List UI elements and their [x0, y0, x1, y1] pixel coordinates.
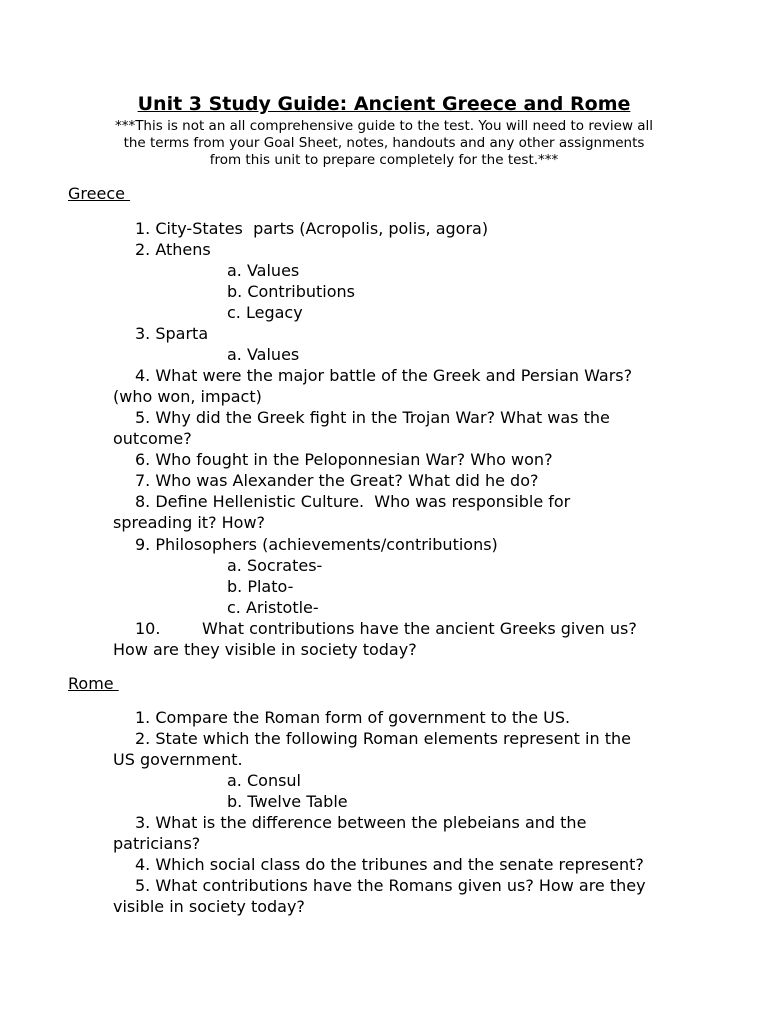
disclaimer-text [60, 118, 708, 169]
list-item: 1. Compare the Roman form of government to the US. [135, 708, 571, 727]
list-item-continuation: US government. [113, 750, 243, 769]
list-item-continuation: outcome? [113, 429, 192, 448]
list-subitem: b. Twelve Table [227, 792, 348, 811]
list-item-continuation: spreading it? How? [113, 513, 266, 532]
list-subitem: c. Aristotle- [227, 598, 319, 617]
document-title: Unit 3 Study Guide: Ancient Greece and Rome [137, 93, 631, 115]
list-subitem: a. Consul [227, 771, 301, 790]
list-item: 9. Philosophers (achievements/contributions) [135, 535, 498, 554]
section-heading-rome: Rome [68, 674, 119, 693]
list-subitem: b. Contributions [227, 282, 356, 301]
list-item: 4. Which social class do the tribunes and the senate represent? [135, 855, 644, 874]
list-subitem: b. Plato- [227, 577, 294, 596]
list-item: 5. Why did the Greek fight in the Trojan War? What was the [135, 408, 610, 427]
list-subitem: a. Socrates- [227, 556, 323, 575]
disclaimer-line: the terms from your Goal Sheet, notes, handouts and any other assignments [123, 135, 645, 151]
list-item-continuation: (who won, impact) [113, 387, 262, 406]
list-item-number: 10. [135, 619, 161, 638]
list-item: 3. What is the difference between the plebeians and the [135, 813, 587, 832]
list-item-text: What contributions have the ancient Greeks given us? [202, 619, 637, 638]
list-subitem: a. Values [227, 261, 300, 280]
list-item: 8. Define Hellenistic Culture. Who was responsible for [135, 492, 571, 511]
list-item: 6. Who fought in the Peloponnesian War? Who won? [135, 450, 553, 469]
section-heading-greece: Greece [68, 184, 131, 203]
disclaimer-line: from this unit to prepare completely for the test.*** [209, 152, 559, 168]
list-item: 2. State which the following Roman elements represent in the [135, 729, 631, 748]
list-subitem: a. Values [227, 345, 300, 364]
disclaimer-line: ***This is not an all comprehensive guide to the test. You will need to review all [114, 118, 654, 134]
list-subitem: c. Legacy [227, 303, 303, 322]
list-item [135, 618, 637, 639]
list-item-continuation: visible in society today? [113, 897, 305, 916]
list-item: 7. Who was Alexander the Great? What did he do? [135, 471, 539, 490]
list-item: 3. Sparta [135, 324, 209, 343]
list-item: 4. What were the major battle of the Greek and Persian Wars? [135, 366, 633, 385]
list-item: 5. What contributions have the Romans given us? How are they [135, 876, 646, 895]
list-item: 2. Athens [135, 240, 211, 259]
list-item-continuation: patricians? [113, 834, 201, 853]
list-item: 1. City-States parts (Acropolis, polis, agora) [135, 219, 489, 238]
list-item-continuation: How are they visible in society today? [113, 640, 417, 659]
